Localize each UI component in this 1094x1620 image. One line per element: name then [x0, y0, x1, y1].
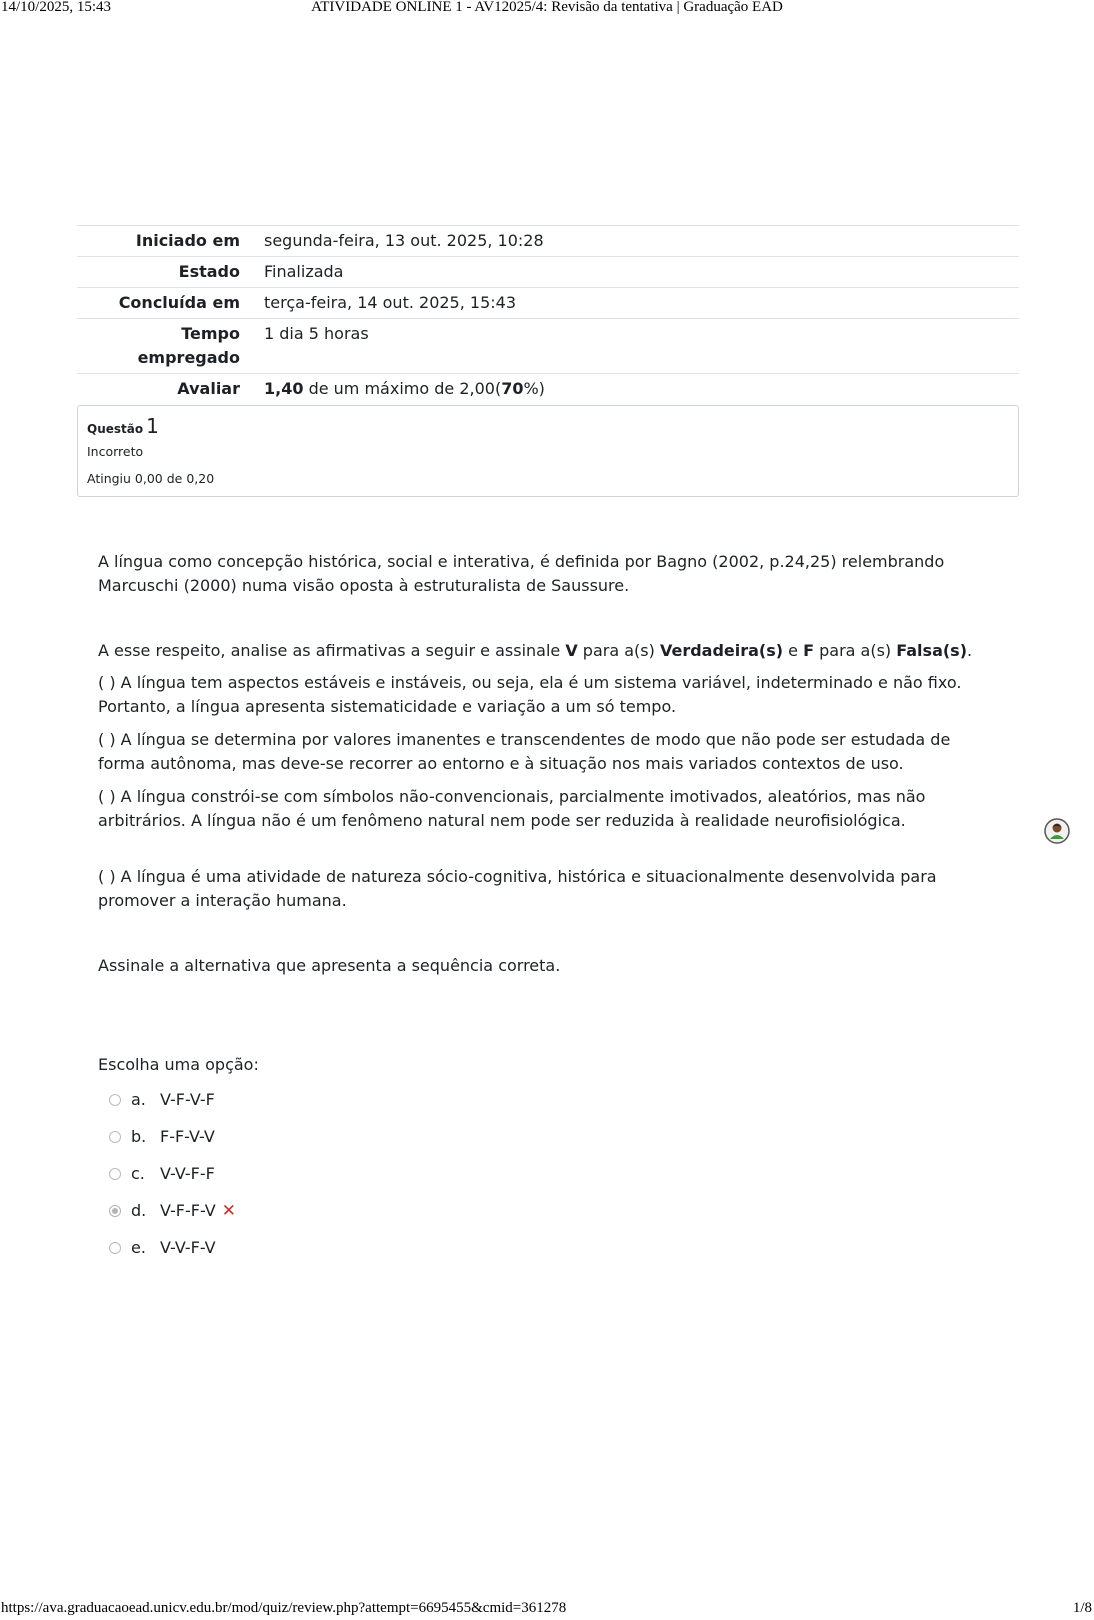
print-datetime: 14/10/2025, 15:43: [1, 0, 112, 15]
question-label: Questão: [87, 422, 144, 436]
summary-completed-value: terça-feira, 14 out. 2025, 15:43: [264, 293, 517, 312]
print-page-number: 1/8: [1072, 1600, 1092, 1616]
option-letter: c.: [131, 1164, 145, 1183]
option-letter: e.: [131, 1238, 146, 1257]
summary-row-time: [77, 319, 1019, 374]
option-text: [160, 1201, 236, 1221]
question-number-value: 1: [146, 414, 159, 438]
summary-row-started: [77, 226, 1019, 257]
instruction-part: .: [967, 641, 973, 660]
instruction-part: A esse respeito, analise as afirmativas a seguir e assinale: [98, 641, 566, 660]
print-title: ATIVIDADE ONLINE 1 - AV12025/4: Revisão da tentativa | Graduação EAD: [311, 0, 783, 15]
option-text-value: V-F-F-V: [160, 1201, 216, 1220]
option-text: V-V-F-F: [160, 1164, 215, 1183]
print-footer: [0, 1600, 1094, 1620]
radio-button[interactable]: [109, 1131, 121, 1143]
summary-grade-label: Avaliar: [177, 379, 240, 398]
summary-started-value: segunda-feira, 13 out. 2025, 10:28: [264, 231, 544, 250]
radio-button[interactable]: [109, 1094, 121, 1106]
choose-option-prompt: Escolha uma opção:: [98, 1055, 259, 1074]
print-url: https://ava.graduacaoead.unicv.edu.br/mod/quiz/review.php?attempt=6695455&cmid=361278: [1, 1600, 567, 1616]
question-number: [87, 414, 1009, 438]
option-letter: b.: [131, 1127, 147, 1146]
summary-row-grade: [77, 374, 1019, 405]
assertion-1: ( ) A língua tem aspectos estáveis e instáveis, ou seja, ela é um sistema variável, indeterminado e não fixo. Portanto, a língua apresenta sistematicidade e variação a um só tempo.: [98, 673, 962, 716]
summary-time-label: Tempo empregado: [137, 324, 240, 367]
question-instruction: [98, 639, 972, 663]
question-info-box: [77, 405, 1019, 497]
question-state: Incorreto: [87, 444, 144, 459]
instruction-v: V: [565, 641, 578, 660]
assistant-avatar-icon[interactable]: [1044, 818, 1070, 844]
assertion-3: ( ) A língua constrói-se com símbolos não-convencionais, parcialmente imotivados, aleatórios, mas não arbitrários. A língua não é um fenômeno natural nem pode ser reduzida à realidade neurofisiológica.: [98, 787, 926, 830]
summary-state-value: Finalizada: [264, 262, 344, 281]
instruction-false: Falsa(s): [896, 641, 968, 660]
option-text: F-F-V-V: [160, 1127, 215, 1146]
summary-time-value: 1 dia 5 horas: [264, 324, 369, 343]
radio-button-selected[interactable]: [109, 1205, 121, 1217]
instruction-true: Verdadeira(s): [659, 641, 784, 660]
summary-state-label: Estado: [178, 262, 240, 281]
grade-end: %): [523, 379, 545, 398]
option-text: V-V-F-V: [160, 1238, 216, 1257]
option-letter: d.: [131, 1201, 147, 1220]
summary-row-completed: [77, 288, 1019, 319]
radio-button[interactable]: [109, 1242, 121, 1254]
radio-button[interactable]: [109, 1168, 121, 1180]
assertion-2: ( ) A língua se determina por valores imanentes e transcendentes de modo que não pode ser estudada de forma autônoma, mas deve-se recorrer ao entorno e à situação nos mais variados contextos de uso.: [98, 730, 951, 773]
summary-started-label: Iniciado em: [135, 231, 240, 250]
grade-score: 1,40: [264, 379, 304, 398]
summary-grade-value: [256, 374, 1019, 405]
attempt-summary-table: [77, 225, 1019, 404]
option-letter: a.: [131, 1090, 146, 1109]
instruction-f: F: [803, 641, 815, 660]
question-intro: A língua como concepção histórica, social e interativa, é definida por Bagno (2002, p.24,25) relembrando Marcuschi (2000) numa visão oposta à estruturalista de Saussure.: [98, 552, 945, 595]
instruction-part: e: [783, 641, 804, 660]
instruction-part: para a(s): [814, 641, 897, 660]
assertion-4: ( ) A língua é uma atividade de natureza sócio-cognitiva, histórica e situacionalmente desenvolvida para promover a interação humana.: [98, 867, 937, 910]
option-text: V-F-V-F: [160, 1090, 215, 1109]
question-final-instruction: Assinale a alternativa que apresenta a sequência correta.: [98, 956, 561, 975]
instruction-part: para a(s): [577, 641, 660, 660]
grade-mid: de um máximo de 2,00(: [303, 379, 502, 398]
summary-completed-label: Concluída em: [118, 293, 240, 312]
summary-row-state: [77, 257, 1019, 288]
print-header: [0, 0, 1094, 19]
grade-percent: 70: [501, 379, 524, 398]
question-grade: Atingiu 0,00 de 0,20: [87, 471, 215, 486]
incorrect-x-icon: ✕: [221, 1201, 236, 1221]
